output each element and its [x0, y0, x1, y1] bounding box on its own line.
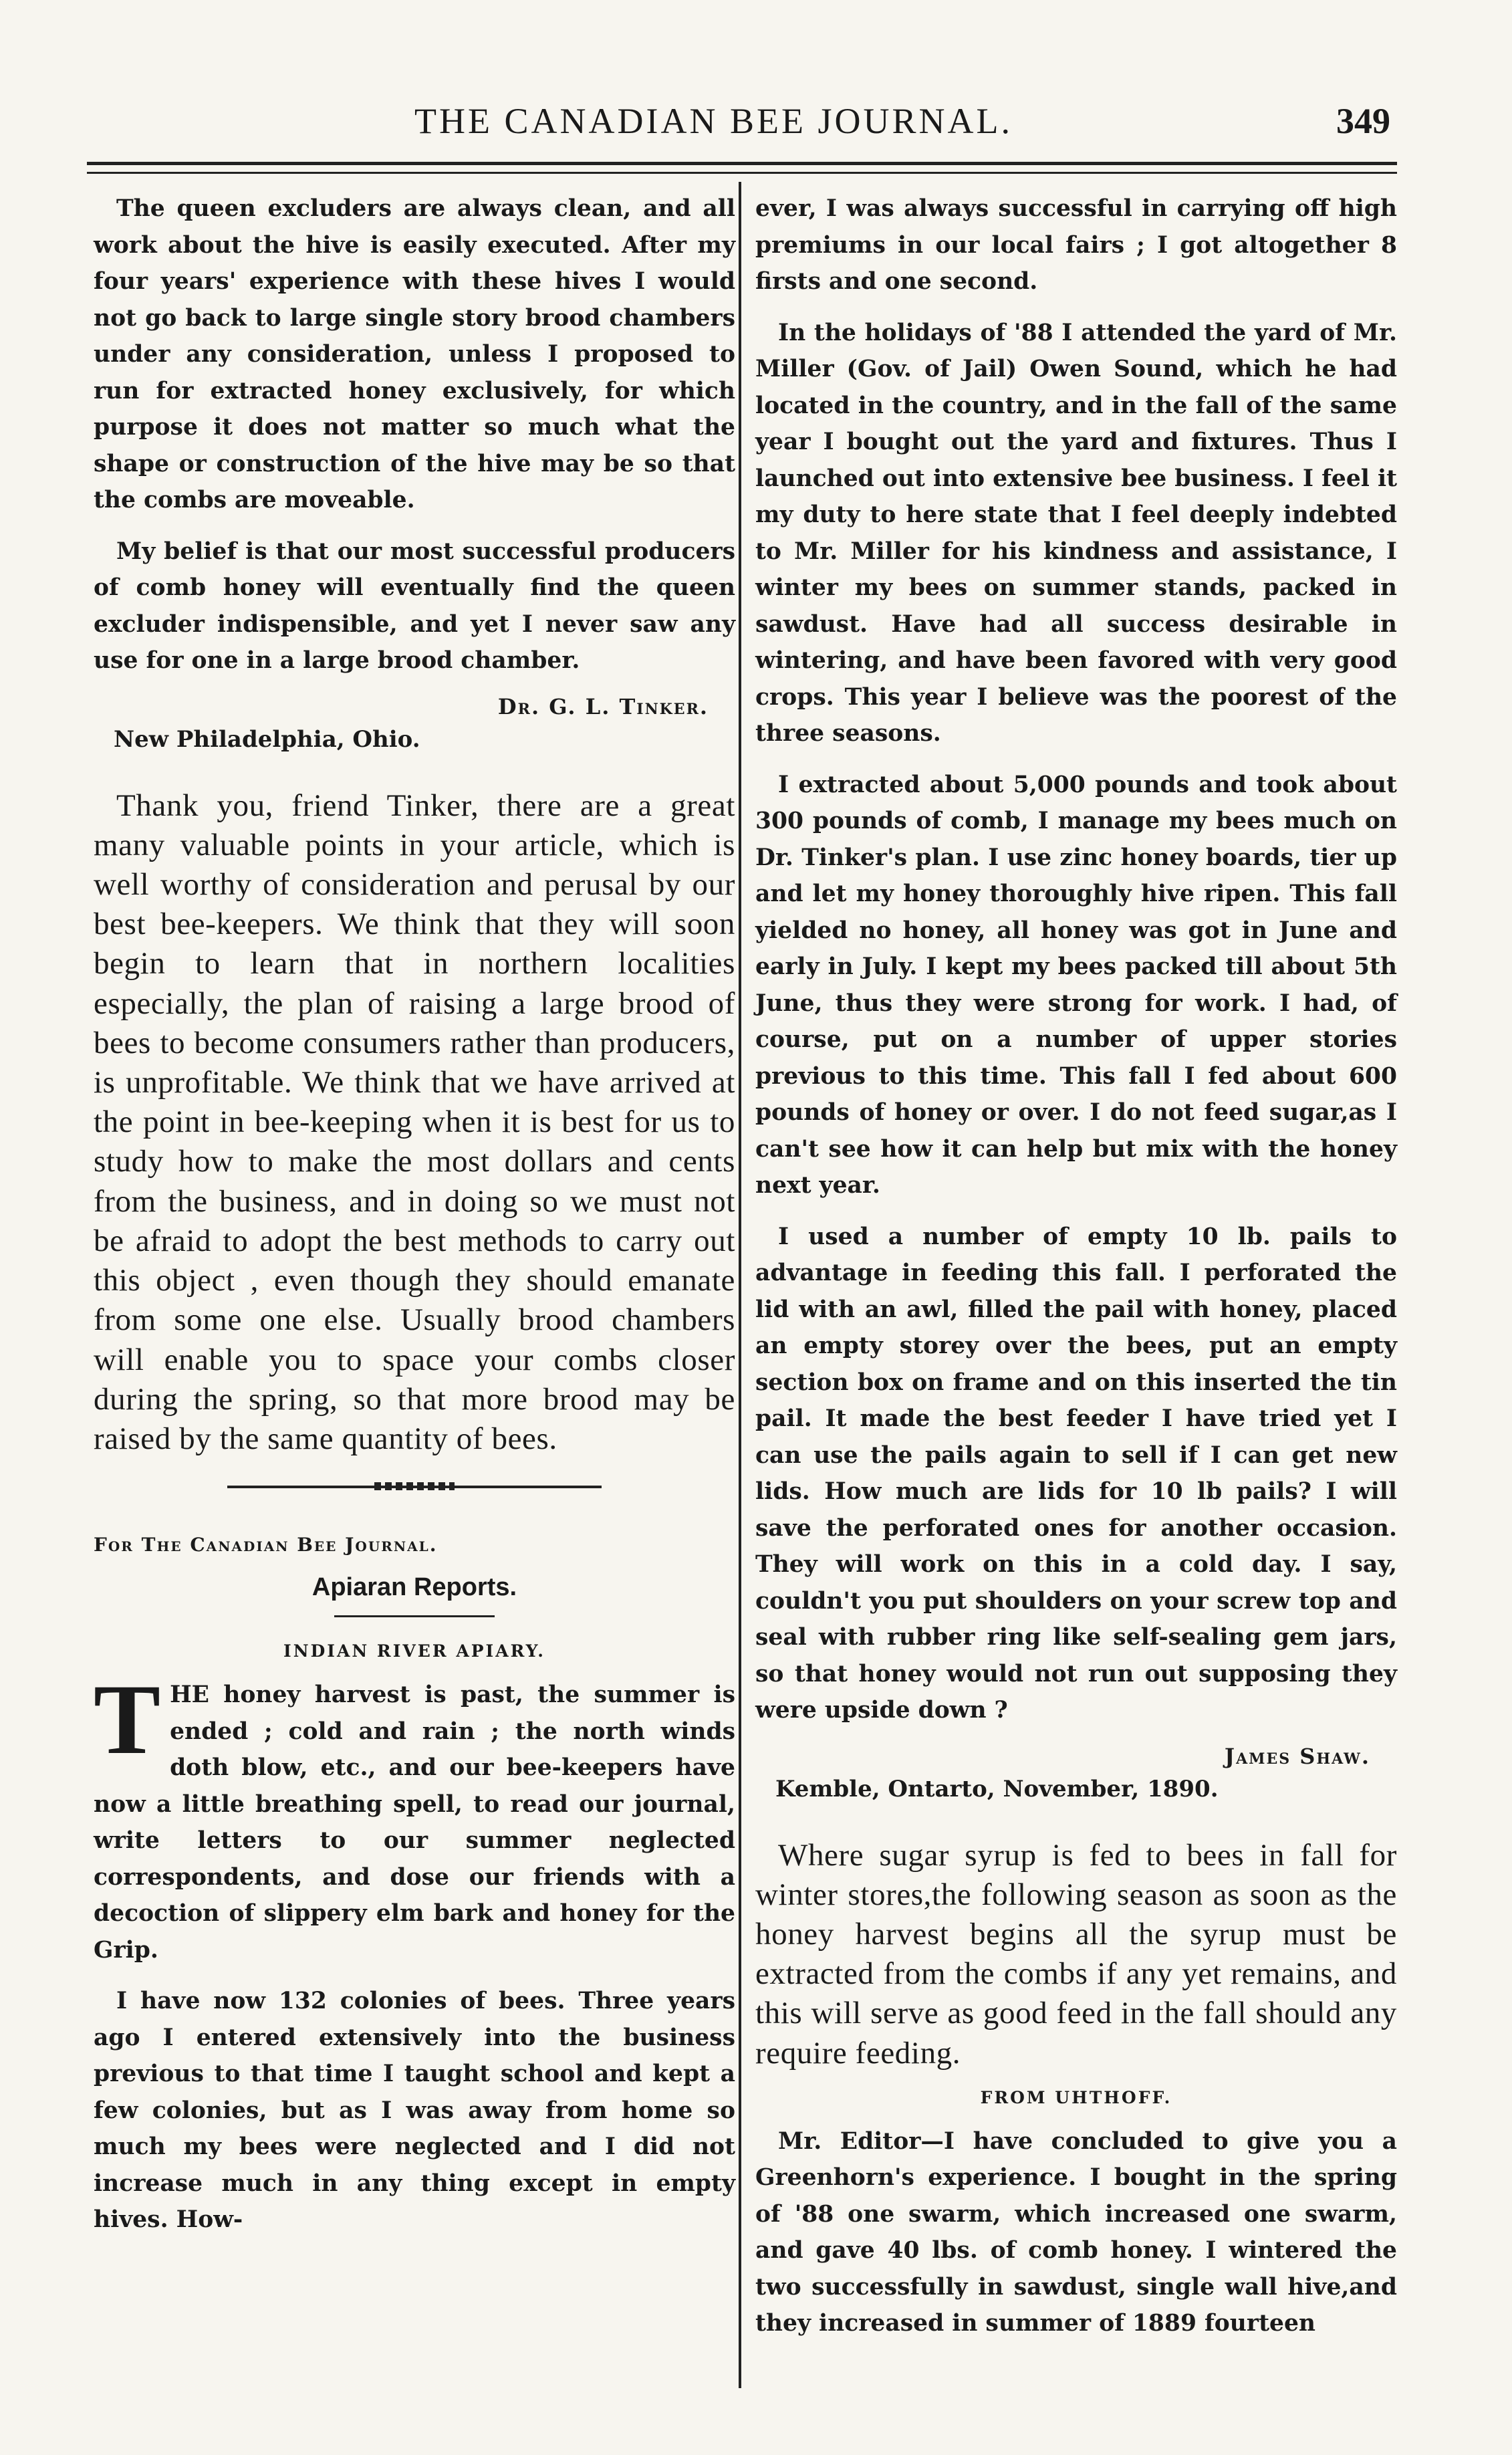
section-rule [334, 1615, 495, 1617]
right-paragraph-5: Mr. Editor—I have concluded to give you a Greenhorn's experience. I bought in the spring of '88 one swarm, which increased one swarm, and gave 40 lbs. of comb honey. I wintered the two successfully in sawdust, single wall hive,and they increased in summer of 1889 fourteen [755, 2127, 1397, 2337]
section-title: Apiaran Reports. [311, 1573, 517, 1602]
author-place: New Philadelphia, Ohio. [114, 725, 420, 753]
running-title: THE CANADIAN BEE JOURNAL. [414, 101, 1013, 141]
editor-note-left: Thank you, friend Tinker, there are a great many valuable points in your article, which is well worthy of consideration and perusal by our best bee-keepers. We think that they will soon begin to learn that in northern localities especially, the plan of raising a large brood of bees to become consumers rather than producers, is unprofitable. We think that we have arrived at the point in bee-keeping when it is best for us to study how to make the most dollars and cents from the business, and in doing so we must not be afraid to adopt the best methods to carry out this object , even though they should emanate from some one else. Usually brood chambers will enable you to space your combs closer during the spring, so that more brood may be raised by the same quantity of bees. [94, 788, 735, 1456]
right-paragraph-2: In the holidays of '88 I attended the yard of Mr. Miller (Gov. of Jail) Owen Sound, which he had located in the country, and in the fall of the same year I bought out the yard and fixtures. Thus I launched out into extensive bee business. I feel it my duty to here state that I feel deeply indebted to Mr. Miller for his kindness and assistance, I winter my bees on summer stands, packed in sawdust. Have had all success desirable in wintering, and have been favored with very good crops. This year I believe was the poorest of the three seasons. [755, 319, 1397, 747]
left-paragraph-4: I have now 132 colonies of bees. Three years ago I entered extensively into the business previous to that time I taught school and kept a few colonies, but as I was away from home so much my bees were neglected and I did not increase much in any thing except in empty hives. How- [94, 1988, 735, 2234]
header-rule [87, 162, 1397, 174]
left-paragraph-1: The queen excluders are always clean, and all work about the hive is easily executed. After my four years' experience with these hives I would not go back to large single story brood chambers under any consideration, unless I proposed to run for extracted honey exclusively, for which purpose it does not matter so much what the shape or construction of the hive may be so that the combs are moveable. [94, 195, 735, 513]
subhead-indian-river: INDIAN RIVER APIARY. [283, 1641, 545, 1661]
author-signature-shaw: James Shaw. [1224, 1743, 1370, 1769]
editor-note-right: Where sugar syrup is fed to bees in fall for winter stores,the following season as soon as the honey harvest begins all the syrup must be extracted from the combs if any yet remains, and this will serve as good feed in the fall should any require feeding. [755, 1837, 1397, 2071]
page-number: 349 [1336, 101, 1390, 141]
author-signature: Dr. G. L. Tinker. [497, 693, 709, 719]
right-paragraph-3: I extracted about 5,000 pounds and took about 300 pounds of comb, I manage my bees much on Dr. Tinker's plan. I use zinc honey boards, tier up and let my honey thoroughly hive ripen. This fall yielded no honey, all honey was got in June and early in July. I kept my bees packed till about 5th June, thus they were strong for work. I had, of course, put on a number of upper stories previous to this time. This fall I fed about 600 pounds of honey or over. I do not feed sugar,as I can't see how it can help but mix with the honey next year. [755, 771, 1397, 1199]
page-header [80, 100, 1390, 154]
right-column [755, 191, 1397, 2357]
right-paragraph-1: ever, I was always successful in carrying off high premiums in our local fairs ; I got altogether 8 firsts and one second. [755, 195, 1397, 295]
left-column [94, 191, 735, 2253]
subhead-uhthoff: FROM UHTHOFF. [980, 2087, 1172, 2107]
ornamental-rule [227, 1486, 602, 1494]
column-divider [739, 182, 741, 2388]
drop-cap: T [94, 1664, 161, 1776]
right-paragraph-4: I used a number of empty 10 lb. pails to advantage in feeding this fall. I perforated the lid with an awl, filled the pail with honey, placed an empty storey over the bees, put an empty section box on frame and on this inserted the tin pail. It made the best feeder I have tried yet I can use the pails again to sell if I can get new lids. How much are lids for 10 lb pails? I will save the perforated ones for another occasion. They will work on this in a cold day. I say, couldn't you put shoulders on your screw top and seal with rubber ring like self-sealing gem jars, so that honey would not run out supposing they were upside down ? [755, 1223, 1397, 1724]
author-place-shaw: Kemble, Ontarto, November, 1890. [775, 1775, 1219, 1802]
left-paragraph-3 [94, 1664, 735, 1968]
source-line: For The Canadian Bee Journal. [94, 1534, 438, 1556]
left-paragraph-3-text: HE honey harvest is past, the summer is ended ; cold and rain ; the north winds doth blow, etc., and our bee-keepers have now a little breathing spell, to read our journal, write letters to our summer neglected correspondents, and dose our friends with a decoction of slippery elm bark and honey for the Grip. [94, 1681, 735, 1964]
left-paragraph-2: My belief is that our most successful producers of comb honey will eventually find the queen excluder indispensible, and yet I never saw any use for one in a large brood chamber. [94, 538, 735, 674]
